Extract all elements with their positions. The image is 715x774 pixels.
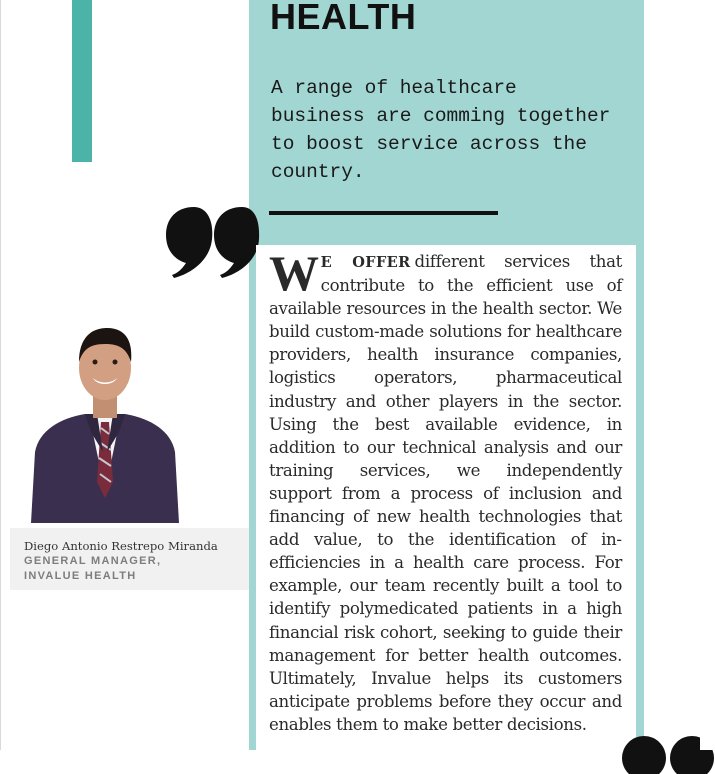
divider-rule <box>269 211 498 215</box>
caption-role <box>24 554 249 584</box>
portrait-photo <box>27 322 183 523</box>
deck-text: A range of healthcare business are comming together to boost service across the country. <box>271 77 611 183</box>
caption-name: Diego Antonio Restrepo Miranda <box>24 539 218 553</box>
page-border <box>0 0 1 750</box>
drop-cap: W <box>269 245 319 301</box>
headline: HEALTH <box>270 0 417 37</box>
lead-in: E OFFER <box>320 254 411 271</box>
right-gutter <box>700 0 715 750</box>
open-quote-icon <box>164 207 260 279</box>
article-text: different services that contribute to the efficient use of available resources in the health sector. We build custom-made solutions for healthcare providers, health insurance companies, logistics operators, pharmaceutical industry and other players in the sector. Using the best available evidence, in addition to our technical analysis and our training services, we independently support from a process of inclusion and financing of new health technologies that add value, to the identification of inefficiencies in a health care process. For example, our team recently built a tool to identify polymedicated patients in a high financial risk cohort, seeking to guide their management for better health outcomes. Ultimately, Invalue helps its customers anticipate problems before they occur and enables them to make better decisions. <box>269 252 622 734</box>
article-body <box>269 245 622 736</box>
photo-caption <box>10 528 249 590</box>
accent-bar <box>72 0 92 162</box>
caption-role-line-1: GENERAL MANAGER, <box>24 555 162 567</box>
caption-role-line-2: INVALUE HEALTH <box>24 570 137 582</box>
